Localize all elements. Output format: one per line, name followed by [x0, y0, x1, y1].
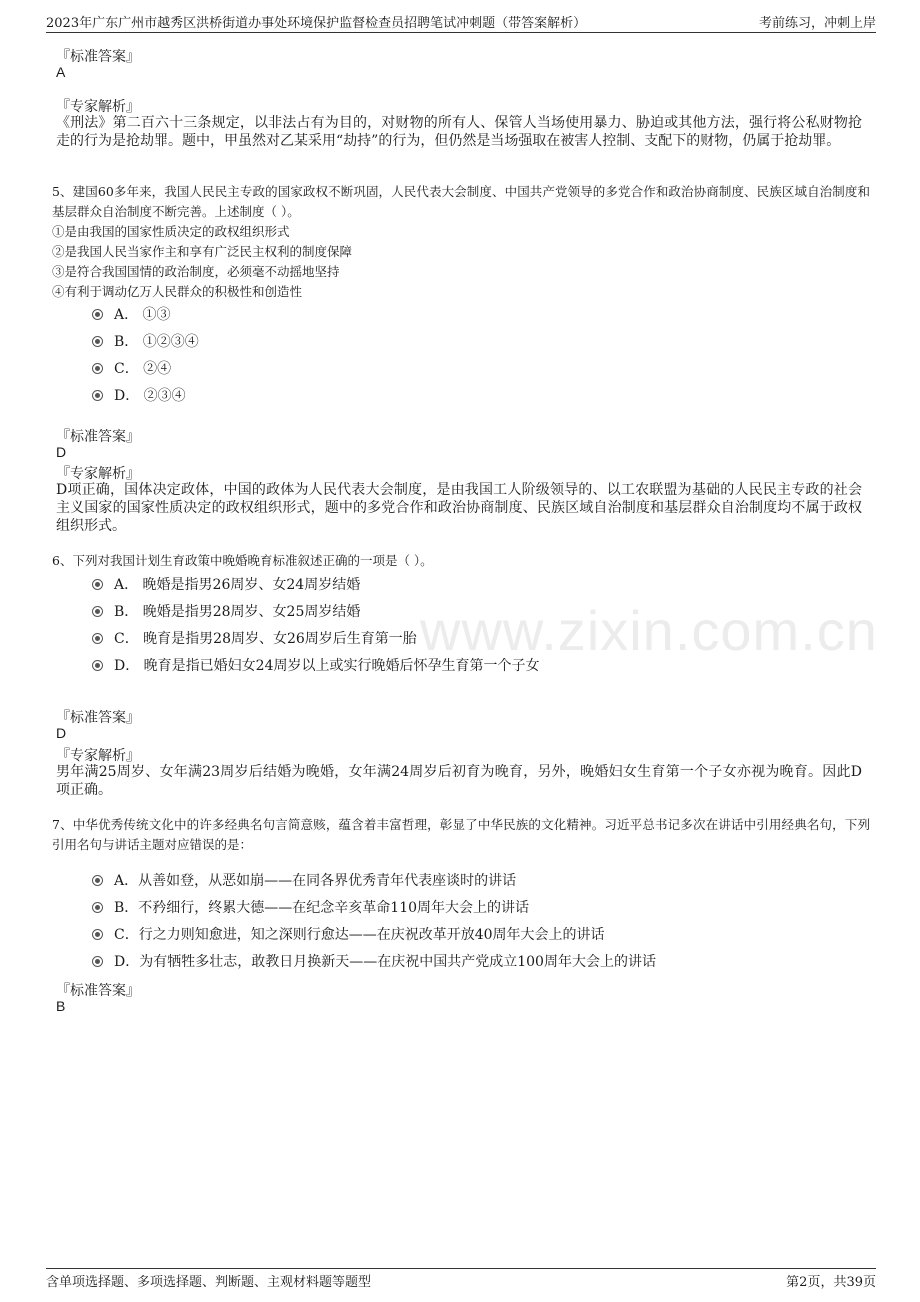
option-label: C．行之力则知愈进，知之深则行愈达——在庆祝改革开放40周年大会上的讲话 — [114, 927, 605, 943]
q6-answer: D — [56, 725, 67, 741]
q5-answer: D — [56, 444, 67, 460]
q6-stem: 6、下列对我国计划生育政策中晚婚晚育标准叙述正确的一项是（ ）。 — [52, 553, 433, 568]
radio-icon[interactable] — [92, 660, 103, 671]
q7-answer: B — [56, 998, 66, 1014]
q5-answer-label: 『标准答案』 — [56, 429, 140, 445]
option-label: B． 晚婚是指男28周岁、女25周岁结婚 — [114, 604, 361, 620]
q6-answer-label: 『标准答案』 — [56, 710, 140, 726]
q4-analysis-label: 『专家解析』 — [56, 99, 140, 115]
question-types-note: 含单项选择题、多项选择题、判断题、主观材料题等题型 — [46, 1275, 372, 1290]
option-label: A． 晚婚是指男26周岁、女24周岁结婚 — [114, 577, 361, 593]
radio-icon[interactable] — [92, 606, 103, 617]
radio-icon[interactable] — [92, 956, 103, 967]
page-header — [46, 12, 876, 32]
radio-icon[interactable] — [92, 929, 103, 940]
q5-statement-4: ④有利于调动亿万人民群众的积极性和创造性 — [52, 284, 303, 299]
radio-icon[interactable] — [92, 902, 103, 913]
q5-stem: 5、建国60多年来，我国人民民主专政的国家政权不断巩固，人民代表大会制度、中国共产党领导的多党合作和政治协商制度、民族区域自治制度和基层群众自治制度不断完善。上述制度（ ）。 — [52, 184, 870, 219]
q6-analysis-label: 『专家解析』 — [56, 748, 140, 764]
option-label: D．为有牺牲多壮志，敢教日月换新天——在庆祝中国共产党成立100周年大会上的讲话 — [114, 954, 656, 970]
radio-icon[interactable] — [92, 363, 103, 374]
radio-icon[interactable] — [92, 875, 103, 886]
q6-analysis: 男年满25周岁、女年满23周岁后结婚为晚婚，女年满24周岁后初育为晚育，另外，晚婚妇女生育第一个子女亦视为晚育。因此D项正确。 — [56, 764, 862, 798]
q5-statement-3: ③是符合我国国情的政治制度，必须毫不动摇地坚持 — [52, 264, 340, 279]
page-number: 第2页，共39页 — [786, 1275, 876, 1290]
header-divider — [46, 32, 876, 33]
radio-icon[interactable] — [92, 579, 103, 590]
q5-statement-1: ①是由我国的国家性质决定的政权组织形式 — [52, 224, 290, 239]
watermark: www.zixin.com.cn — [420, 599, 878, 662]
option-label: D． 晚育是指已婚妇女24周岁以上或实行晚婚后怀孕生育第一个子女 — [114, 658, 540, 674]
q7-stem: 7、中华优秀传统文化中的许多经典名句言简意赅，蕴含着丰富哲理，彰显了中华民族的文化精神。习近平总书记多次在讲话中引用经典名句，下列引用名句与讲话主题对应错误的是： — [52, 817, 870, 852]
q5-statement-2: ②是我国人民当家作主和享有广泛民主权利的制度保障 — [52, 244, 353, 259]
document-title: 2023年广东广州市越秀区洪桥街道办事处环境保护监督检查员招聘笔试冲刺题（带答案解析） — [46, 16, 587, 31]
option-label: A． ①③ — [114, 307, 171, 323]
footer-divider — [46, 1268, 876, 1269]
q5-analysis-label: 『专家解析』 — [56, 466, 140, 482]
header-slogan: 考前练习，冲刺上岸 — [758, 16, 876, 31]
radio-icon[interactable] — [92, 390, 103, 401]
option-label: C． ②④ — [114, 361, 172, 377]
radio-icon[interactable] — [92, 336, 103, 347]
option-label: B． ①②③④ — [114, 334, 199, 350]
option-label: B．不矜细行，终累大德——在纪念辛亥革命110周年大会上的讲话 — [114, 900, 530, 916]
q4-answer: A — [56, 64, 66, 80]
q7-answer-label: 『标准答案』 — [56, 983, 140, 999]
radio-icon[interactable] — [92, 309, 103, 320]
radio-icon[interactable] — [92, 633, 103, 644]
q5-analysis: D项正确，国体决定政体，中国的政体为人民代表大会制度，是由我国工人阶级领导的、以工农联盟为基础的人民民主专政的社会主义国家的国家性质决定的政权组织形式，题中的多党合作和政治协商制度、民族区域自治制度和基层群众自治制度均不属于政权组织形式。 — [56, 482, 862, 534]
q4-analysis: 《刑法》第二百六十三条规定，以非法占有为目的，对财物的所有人、保管人当场使用暴力、胁迫或其他方法，强行将公私财物抢走的行为是抢劫罪。题中，甲虽然对乙某采用“劫持”的行为，但仍然是当场强取在被害人控制、支配下的财物，仍属于抢劫罪。 — [56, 115, 862, 149]
page-footer — [46, 1271, 876, 1291]
option-label: A．从善如登，从恶如崩——在同各界优秀青年代表座谈时的讲话 — [114, 873, 517, 889]
q4-answer-label: 『标准答案』 — [56, 49, 140, 65]
option-label: C． 晚育是指男28周岁、女26周岁后生育第一胎 — [114, 631, 417, 647]
option-label: D． ②③④ — [114, 388, 186, 404]
